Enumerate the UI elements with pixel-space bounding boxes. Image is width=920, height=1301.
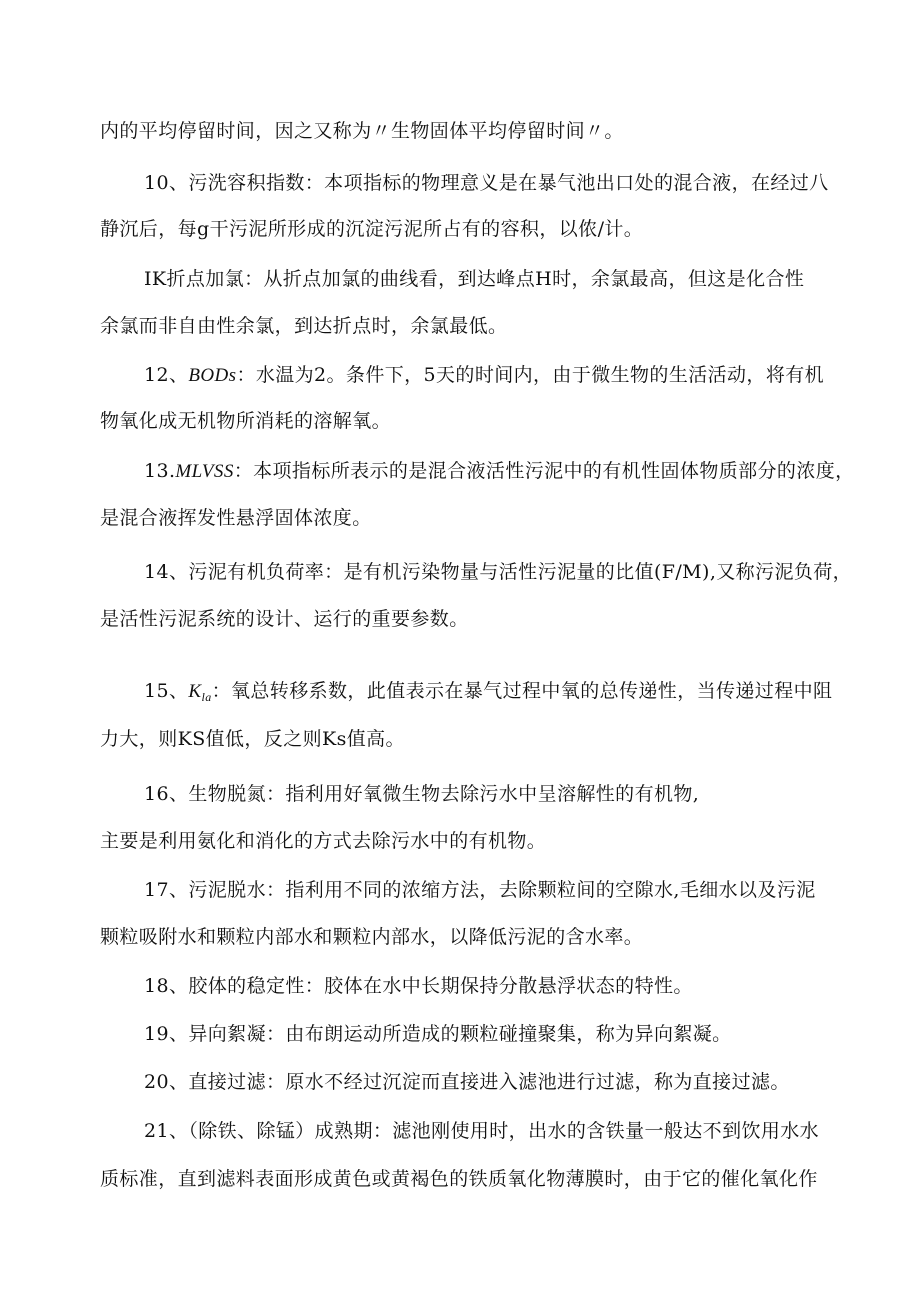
para-13-line-1 [144, 458, 860, 485]
para-15-line-2: 力大，则KS值低，反之则Ks值高。 [100, 728, 405, 750]
para-14-line-1: 14、污泥有机负荷率：是有机污染物量与活性污泥量的比值(F/M),又称污泥负荷， [144, 561, 853, 583]
para-21-line-2: 质标准，直到滤料表面形成黄色或黄褐色的铁质氧化物薄膜时，由于它的催化氧化作 [100, 1168, 818, 1190]
term-kla-base: K [188, 681, 202, 702]
para-12-line-2: 物氧化成无机物所消耗的溶解氧。 [100, 410, 392, 432]
para-12-number: 12、 [144, 364, 189, 386]
para-18-line-1: 18、胶体的稳定性：胶体在水中长期保持分散悬浮状态的特性。 [144, 975, 693, 997]
para-16-line-1: 16、生物脱氮：指利用好氧微生物去除污水中呈溶解性的有机物, [144, 783, 700, 805]
para-13-line-2: 是混合液挥发性悬浮固体浓度。 [100, 507, 372, 529]
para-19-line-1: 19、异向絮凝：由布朗运动所造成的颗粒碰撞聚集，称为异向絮凝。 [144, 1023, 732, 1045]
para-11-line-2: 余氯而非自由性余氯，到达折点时，余氯最低。 [100, 315, 508, 337]
para-13-number: 13. [144, 460, 176, 482]
para-1-line-1: 内的平均停留时间，因之又称为〃生物固体平均停留时间〃。 [100, 120, 624, 142]
para-15-text: ：氧总转移系数，此值表示在暴气过程中氧的总传递性，当传递过程中阻 [211, 680, 833, 702]
para-17-line-1: 17、污泥脱水：指利用不同的浓缩方法，去除颗粒间的空隙水,毛细水以及污泥 [144, 879, 816, 901]
para-10-line-1: 10、污洗容积指数：本项指标的物理意义是在暴气池出口处的混合液，在经过八 [144, 172, 829, 194]
para-12-line-1 [144, 362, 860, 389]
para-12-text: ：水温为2。条件下，5天的时间内，由于微生物的生活活动，将有机 [236, 364, 825, 386]
para-20-line-1: 20、直接过滤：原水不经过沉淀而直接进入滤池进行过滤，称为直接过滤。 [144, 1071, 790, 1093]
para-17-line-2: 颗粒吸附水和颗粒内部水和颗粒内部水，以降低污泥的含水率。 [100, 926, 644, 948]
para-15-number: 15、 [144, 680, 189, 702]
para-13-text: ：本项指标所表示的是混合液活性污泥中的有机性固体物质部分的浓度， [233, 460, 855, 482]
para-10-line-2: 静沉后，每g干污泥所形成的沉淀污泥所占有的容积，以侬/计。 [100, 218, 644, 240]
para-21-line-1: 21、（除铁、除锰）成熟期：滤池刚使用时，出水的含铁量一般达不到饮用水水 [144, 1120, 820, 1142]
term-bod5: BODs [188, 365, 237, 386]
term-kla [188, 681, 211, 702]
para-16-line-2: 主要是利用氨化和消化的方式去除污水中的有机物。 [100, 830, 547, 852]
para-11-line-1: IK折点加氯：从折点加氯的曲线看，到达峰点H时，余氯最高，但这是化合性 [144, 268, 805, 290]
term-kla-subscript: la [201, 690, 212, 704]
para-15-line-1 [144, 678, 860, 710]
para-14-line-2: 是活性污泥系统的设计、运行的重要参数。 [100, 608, 469, 630]
term-mlvss: MLVSS [175, 461, 234, 482]
